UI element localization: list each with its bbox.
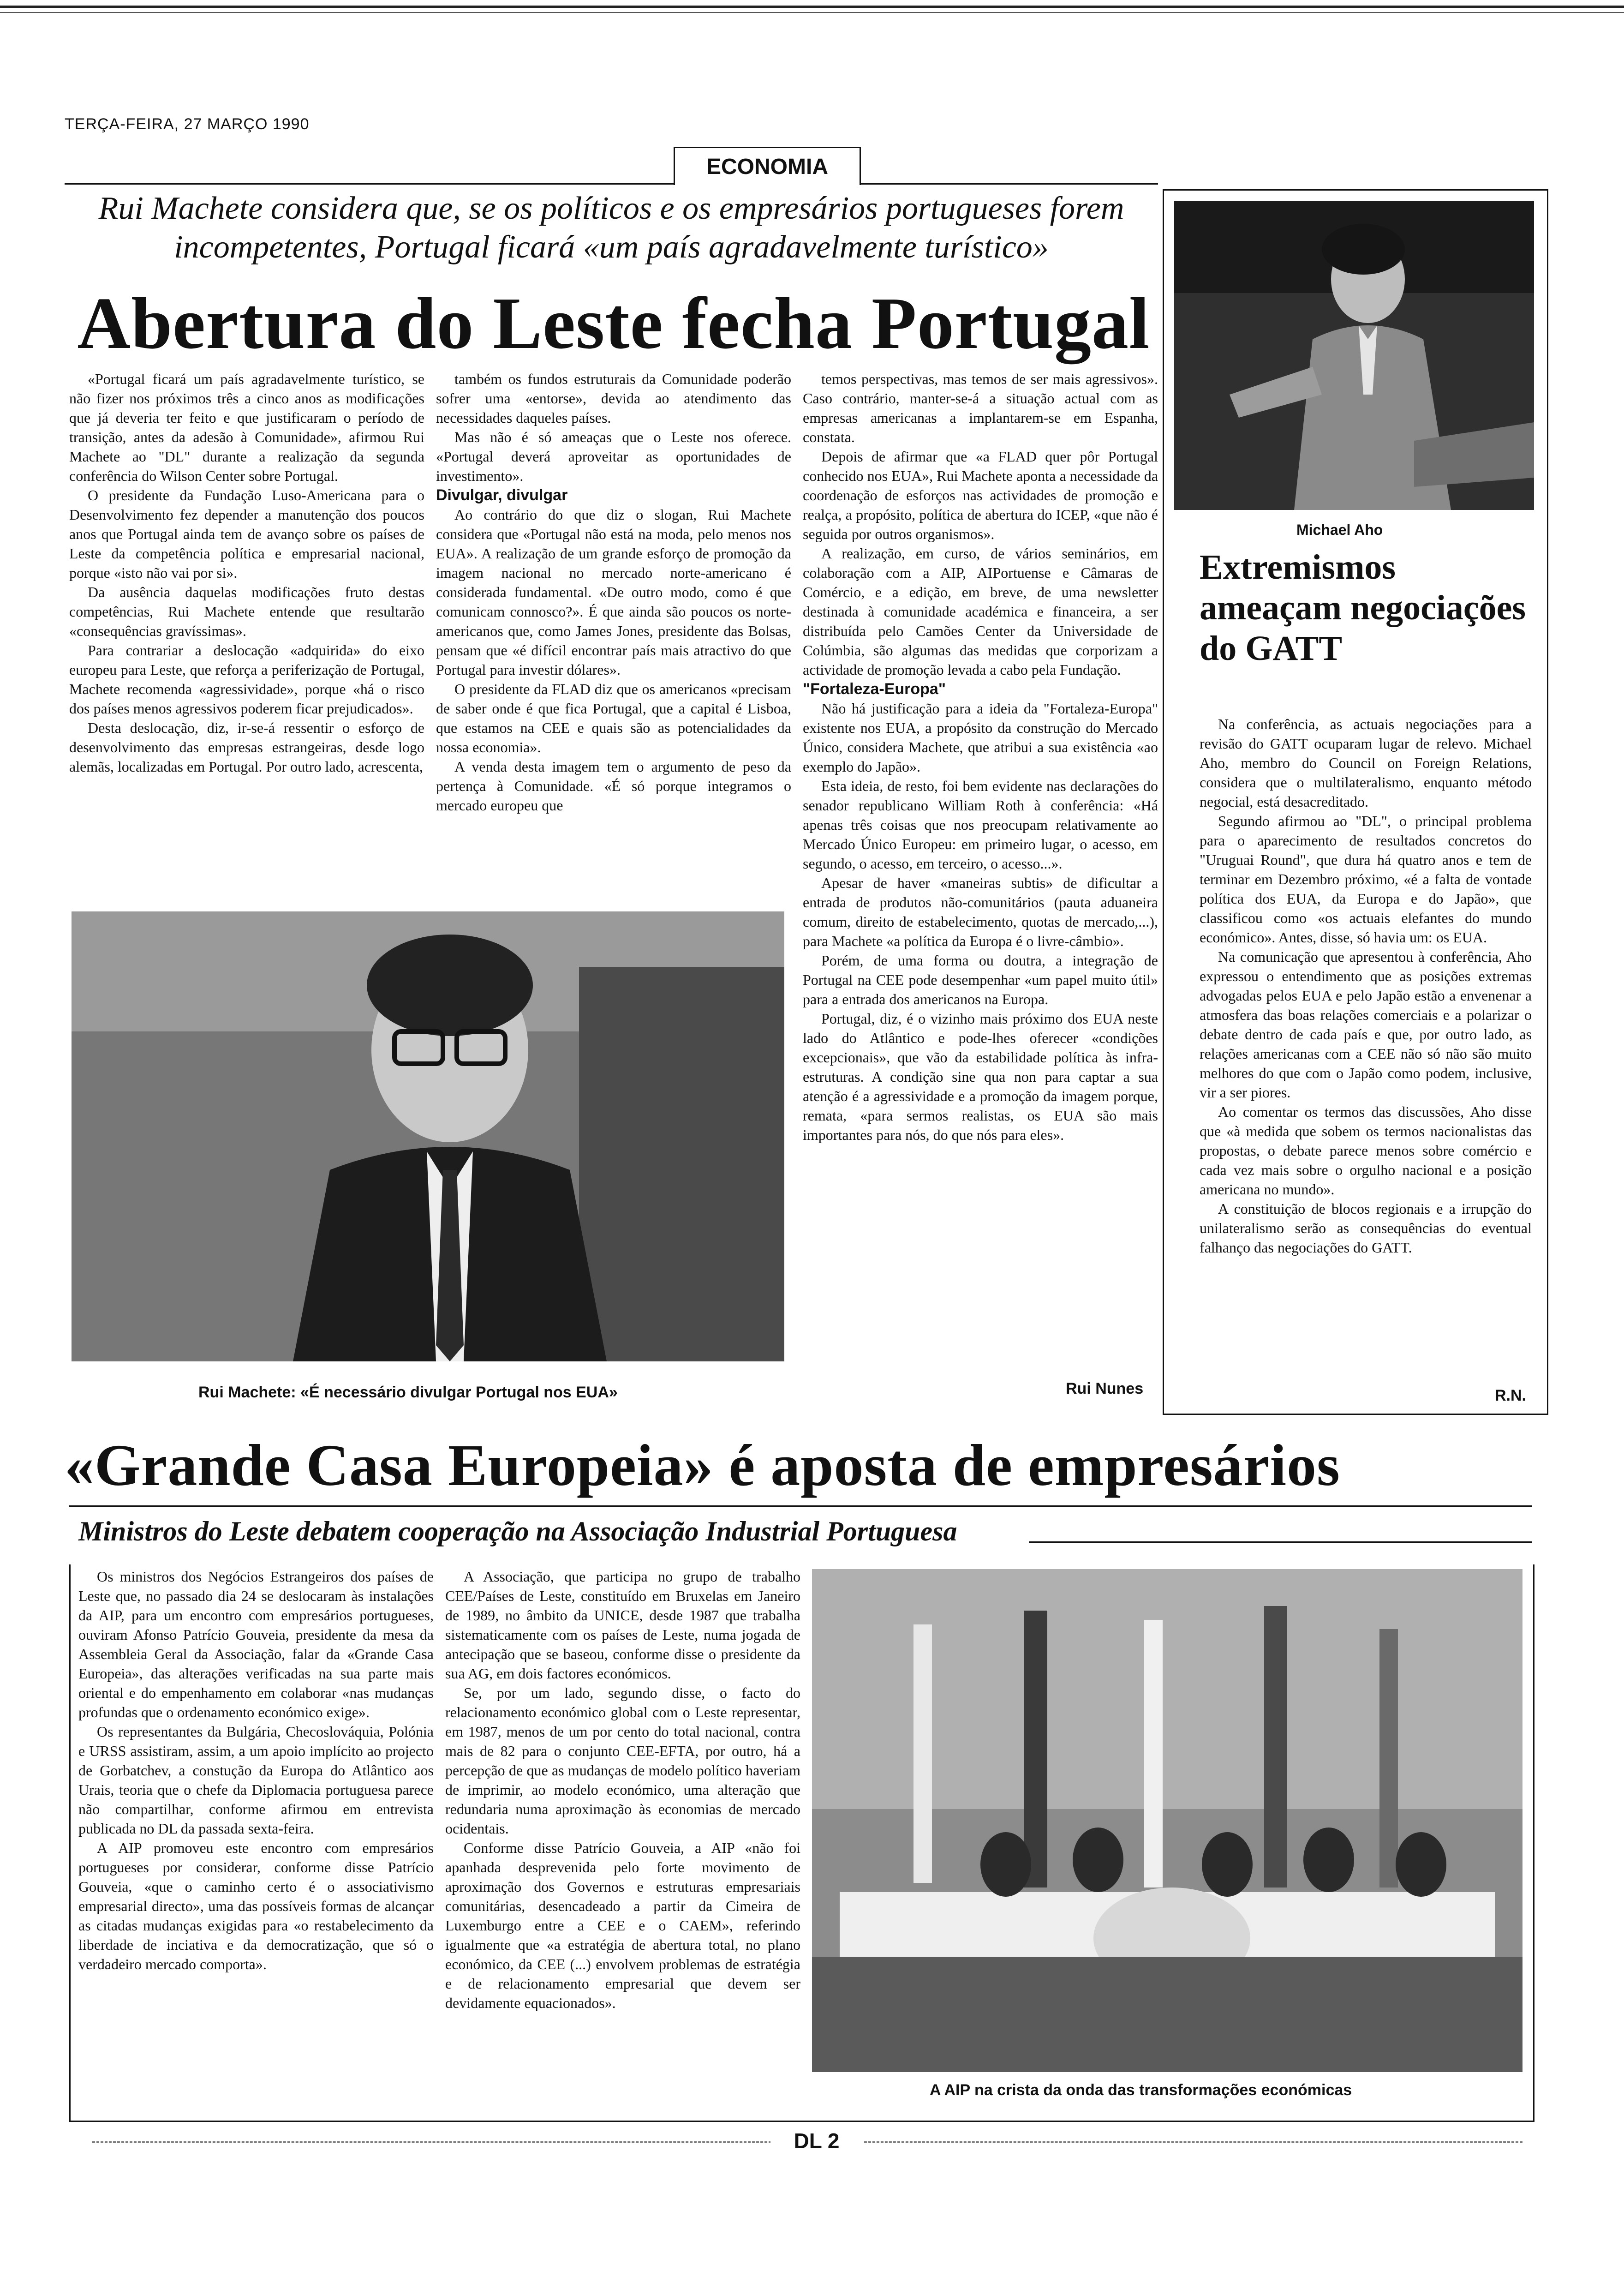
main-column-2 [436,369,791,891]
paragraph: Segundo afirmou ao "DL", o principal problema para o aparecimento de resultados concretos do "Uruguai Round", que dura há quatro anos e tem de terminar em Dezembro próximo, «é a falta de vontade política dos EUA, da Europa e do Japão», que classificou como «os actuais elefantes do mundo económico». Antes, disse, só havia um: os EUA. [1200,813,1532,946]
paragraph: Ao comentar os termos das discussões, Aho disse que «à medida que sobem os termos nacionalistas das propostas, o debate parece menos sobre comércio e cada vez mais sobre o orgulho nacional e a posição americana no mundo». [1200,1103,1532,1198]
paragraph: A realização, em curso, de vários seminários, em colaboração com a AIP, AIPortuense e Câmaras de Comércio, e a edição, em breve, de uma newsletter destinada à comunidade académica e financeira, a ser distribuída pelo Camões Center da Universidade de Colúmbia, são algumas das medidas que corporizam a actividade de promoção levada a cabo pela Fundação. [803,545,1158,678]
second-column-2 [445,1567,800,2111]
subhead-fortaleza: "Fortaleza-Europa" [803,680,946,698]
main-column-3 [803,369,1158,1361]
paragraph: Na conferência, as actuais negociações para a revisão do GATT ocuparam lugar de relevo. Michael Aho, membro do Council on Foreign Relations, considera que o multilateralismo, enquanto método negocial, está desacreditado. [1200,716,1532,810]
paragraph: Da ausência daquelas modificações fruto destas competências, Rui Machete entende que resultarão «consequências gravíssimas». [69,584,424,639]
paragraph: temos perspectivas, mas temos de ser mais agressivos». Caso contrário, manter-se-á a situação actual com as empresas americanas a implantarem-se em Espanha, constata. [803,371,1158,445]
headline-rule [69,1505,1532,1507]
paragraph: Se, por um lado, segundo disse, o facto do relacionamento económico global com o Leste representar, em 1987, menos de um por cento do total nacional, contra mais de 82 para o conjunto CEE-EFTA, por outro, há a percepção de que as mudanças de modelo político haveriam de imprimir, ao modelo económico, uma alteração que redundaria numa aproximação às economias de mercado ocidentais. [445,1684,800,1837]
paragraph: Depois de afirmar que «a FLAD quer pôr Portugal conhecido nos EUA», Rui Machete aponta a necessidade da coordenação de esforços nas actividades de promoção e realça, a propósito, política de abertura do ICEP, «que não é seguida por outros organismos». [803,448,1158,542]
paragraph: O presidente da FLAD diz que os americanos «precisam de saber onde é que fica Portugal, que a capital é Lisboa, que estamos na CEE e quais são as potencialidades da nossa economia». [436,681,791,755]
rui-machete-caption: Rui Machete: «É necessário divulgar Portugal nos EUA» [198,1384,618,1401]
paragraph: Ao contrário do que diz o slogan, Rui Machete considera que «Portugal não está na moda, pelo menos nos EUA». A realização de um grande esforço de promoção da imagem nacional no mercado norte-americano é considerada fundamental. «De outro modo, como é que comunicam connosco?». É que ainda são poucos os norte-americanos que, como James Jones, presidente das Bolsas, pensam que «é difícil encontrar país mais atractivo do que Portugal para investir dólares». [436,506,791,678]
sidebar-body [1200,714,1532,1384]
meeting-illustration [812,1569,1522,2072]
aip-meeting-photo [812,1569,1522,2072]
paragraph: Apesar de haver «maneiras subtis» de dificultar a entrada de produtos não-comunitários (pauta aduaneira comum, direito de estabelecimento, quotas de mercado,...), para Machete «a política da Europa é o livre-câmbio». [803,875,1158,949]
second-kicker: Ministros do Leste debatem cooperação na Associação Industrial Portuguesa [78,1516,957,1546]
second-column-1 [78,1567,434,2111]
paragraph: Mas não é só ameaças que o Leste nos oferece. «Portugal deverá aproveitar as oportunidades de investimento». [436,429,791,484]
footer-logo: DL 2 [770,2128,863,2156]
michael-aho-photo [1174,201,1534,510]
paragraph: A constituição de blocos regionais e a irrupção do unilateralismo serão as consequências do eventual falhanço das negociações do GATT. [1200,1200,1532,1256]
paragraph: também os fundos estruturais da Comunidade poderão sofrer uma «entorse», devida ao atendimento das necessidades daqueles países. [436,371,791,426]
subhead-divulgar: Divulgar, divulgar [436,486,568,504]
michael-aho-caption: Michael Aho [1296,521,1383,538]
second-headline: «Grande Casa Europeia» é aposta de empresários [65,1432,1340,1498]
portrait-illustration [1174,201,1534,510]
paragraph: Os ministros dos Negócios Estrangeiros dos países de Leste que, no passado dia 24 se deslocaram às instalações da AIP, para um encontro com empresários portugueses, ouviram Afonso Patrício Gouveia, presidente da mesa da Assembleia Geral da Associação, falar da «Grande Casa Europeia», das alterações verificadas na sua parte mais oriental e do empenhamento em colaborar «nas mudanças profundas que o ordenamento económico exige». [78,1568,434,1720]
paragraph: A AIP promoveu este encontro com empresários portugueses por considerar, conforme disse Patrício Gouveia, «que o caminho certo é o associativismo empresarial directo», uma das possíveis formas de alcançar as citadas mudanças exigidas para «o restabelecimento da liberdade de inciativa e da democratização, que só o verdadeiro mercado comporta». [78,1840,434,1972]
rui-machete-photo [72,911,784,1361]
paragraph: Conforme disse Patrício Gouveia, a AIP «não foi apanhada desprevenida pelo forte movimento de aproximação dos Governos e estruturas empresariais comunitárias, desencadeado a partir da Cimeira de Luxemburgo entre a CEE e o CAEM», referindo igualmente que «a estratégia de abertura total, no plano económico, da CEE (...) envolvem problemas de estratégia e de relacionamento empresarial que devem ser devidamente equacionados». [445,1840,800,2011]
paragraph: Portugal, diz, é o vizinho mais próximo dos EUA neste lado do Atlântico e pode-lhes oferecer «condições excepcionais», que vão da estabilidade política às infra-estruturas. A condição sine qua non para captar a sua atenção é a agressividade e a promoção da imagem porque, remata, «para sermos realistas, os EUA são mais importantes para nós, do que nós para eles». [803,1010,1158,1143]
paragraph: A venda desta imagem tem o argumento de peso da pertença à Comunidade. «É só porque integramos o mercado europeu que [436,758,791,814]
paragraph: Esta ideia, de resto, foi bem evidente nas declarações do senador republicano William Roth à conferência: «Há apenas três coisas que nos preocupam relativamente ao Mercado Único Europeu: em primeiro lugar, o acesso, em segundo, o acesso, em terceiro, o acesso...». [803,778,1158,872]
main-headline: Abertura do Leste fecha Portugal [77,282,1150,364]
paragraph: Na comunicação que apresentou à conferência, Aho expressou o entendimento que as posições extremas advogadas pelos EUA e pelo Japão estão a envenenar a atmosfera das boas relações comerciais e a polarizar o debate dentro de cada país e que, por outro lado, as relações americanas com a CEE não só não são muito melhores do que com o Japão como podem, inclusive, vir a ser piores. [1200,948,1532,1101]
top-rule [0,6,1624,8]
section-rule [65,183,1158,185]
portrait-illustration [72,911,784,1361]
paragraph: O presidente da Fundação Luso-Americana para o Desenvolvimento fez depender a manutenção dos poucos anos que Portugal ainda tem de avanço sobre os países de Leste da competência política e empresarial nacional, porque «isto não vai por si». [69,487,424,581]
paragraph: Os representantes da Bulgária, Checoslováquia, Polónia e URSS assistiram, assim, a um apoio implícito ao projecto de Gorbatchev, a constução da Europa do Atlântico aos Urais, teoria que o chefe da Diplomacia portuguesa parece não compartilhar, conforme afirmou em entrevista publicada no DL da passada sexta-feira. [78,1723,434,1837]
main-byline: Rui Nunes [1066,1380,1144,1397]
top-rule-thin [0,12,1624,13]
main-kicker: Rui Machete considera que, se os políticos e os empresários portugueses forem incompetentes, Portugal ficará «um país agradavelmente turístico» [98,191,1124,265]
paragraph: Desta deslocação, diz, ir-se-á ressentir o esforço de desenvolvimento das empresas estrangeiras, desde logo alemãs, localizadas em Portugal. Por outro lado, acrescenta, [69,719,424,775]
paragraph: A Associação, que participa no grupo de trabalho CEE/Países de Leste, constituído em Bruxelas em Janeiro de 1989, no âmbito da UNICE, desde 1987 que trabalha sistematicamente com os países de Leste, numa jogada de antecipação que se baseou, conforme disse o presidente da sua AG, em dois factores económicos. [445,1568,800,1682]
sidebar-headline: Extremismos ameaçam negociações do GATT [1200,548,1526,668]
section-label: ECONOMIA [674,147,861,185]
paragraph: Para contrariar a deslocação «adquirida» do eixo europeu para Leste, que reforça a periferização de Portugal, Machete recomenda «agressividade», porque «há o risco dos países menos agressivos poderem ficar prejudicados». [69,642,424,717]
paragraph: «Portugal ficará um país agradavelmente turístico, se não fizer nos próximos três a cinco anos as modificações que já deveria ter feito e que justificaram o período de transição, antes da adesão à Comunidade», afirmou Rui Machete ao "DL" durante a realização da segunda conferência do Wilson Center sobre Portugal. [69,371,424,484]
sidebar-byline: R.N. [1495,1387,1526,1404]
aip-caption: A AIP na crista da onda das transformações económicas [930,2081,1352,2099]
paragraph: Porém, de uma forma ou doutra, a integração de Portugal na CEE pode desempenhar «um papel muito útil» para a entrada dos americanos na Europa. [803,952,1158,1007]
main-column-1 [69,369,424,891]
paragraph: Não há justificação para a ideia da "Fortaleza-Europa" existente nos EUA, a propósito da construção do Mercado Único, considera Machete, que atribui a sua existência «ao exemplo do Japão». [803,700,1158,775]
kicker-rule [1029,1541,1532,1543]
page-date: TERÇA-FEIRA, 27 MARÇO 1990 [65,115,310,133]
